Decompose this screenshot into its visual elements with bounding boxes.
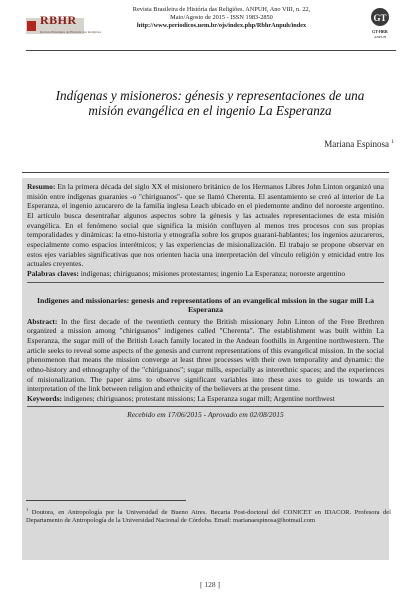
- abstract-en-text: In the first decade of the twentieth century the British missionary John Linton of the Free Brethren organized a mission among "chiriguanos" indigenes called "Cherenta". The establishment was built within La Esperanza, the sugar mill of the British Leach family located in the Andean foothills in Argentine northwestern. The article seeks to reveal some aspects of the genesis and current representations of this evangelical mission. In the social phenomenon that means the mission converge at least three processes with their own temporality and dynamic: the ethno-history and ethnography of the "chiriguanos"; sugar mills, especially as interethnic spaces; and the experiences of misionalization. The paper aims to observe significant variables into these axes to guide us towards an interpretation of the link between religion and ethnicity of the believers at the present time.: [27, 316, 384, 394]
- footnote-text: Doutora, en Antropología por la Universidad de Bueno Aires. Becaria Post-doctoral del CONICET en IDACOR. Profesora del Departamento de Antropología de la Universidad Nacional de Córdoba. Email: marianaespinosa@hotmail.com: [26, 509, 391, 525]
- abstract-box: [22, 178, 389, 560]
- gt-logo-sub1: GT-HRR: [372, 29, 388, 34]
- gt-logo-mark: GT: [373, 13, 387, 23]
- rbhr-logo-subtitle: Revista Brasileira de História das Religiões: [40, 30, 101, 34]
- abstract-es-label: Resumo:: [27, 182, 56, 191]
- abstract-es-text: En la primera década del siglo XX el misionero británico de los Hermanos Libres John Linton organizó una misión entre indígenas guaraníes -o "chiriguanos"- que se llamó Cherenta. El asentamiento se creó al interior de La Esperanza, el ingenio azucarero de la familia inglesa Leach ubicado en el piedemonte andino del noroeste argentino. El artículo busca desentrañar algunos aspectos sobre la génesis y las actuales representaciones de esta misión evangélica. En el fenómeno social que significa la misión confluyen al menos tres procesos con sus propias temporalidades y dinámicas: la etno-historia y etnografía sobre los grupos guaraní-hablantes; los ingenios azucareros, especialmente como espacios interétnicos; y las experiencias de misionalización. El trabajo se propone observar en estos ejes variables significativas que nos orienten hacia una interpretación del vínculo religión y etnicidad entre los actuales creyentes.: [27, 182, 384, 269]
- abstract-bottom-divider: [27, 406, 384, 407]
- rbhr-logo: [26, 10, 101, 38]
- gt-logo-sub2: ANPUH: [373, 35, 387, 39]
- keywords-en-text: indigenes; chiriguanos; protestant missions; La Esperanza sugar mill; Argentine northwest: [62, 393, 335, 403]
- abstract-top-rule: [22, 172, 389, 173]
- english-title: Indigenes and missionaries: genesis and representations of an evangelical mission in the sugar mill La Esperanza: [36, 295, 375, 315]
- journal-line-1: Revista Brasileira de História das Religiões. ANPUH, Ano VIII, n. 22,: [132, 6, 311, 13]
- author-footnote-mark: 1: [391, 139, 394, 145]
- rbhr-logo-text: RBHR: [40, 13, 77, 27]
- footnote-divider: [26, 500, 186, 501]
- footnote: [26, 506, 391, 526]
- article-title: Indígenas y misioneros: génesis y representaciones de una misión evangélica en el ingenio La Esperanza: [55, 88, 365, 118]
- keywords-en-label: Keywords:: [27, 393, 62, 403]
- journal-line-2: Maio/Agosto de 2015 - ISSN 1983-2850: [170, 14, 273, 21]
- author-name: Mariana Espinosa: [324, 139, 389, 149]
- keywords-en: [27, 394, 384, 404]
- keywords-es: [27, 269, 384, 279]
- gt-hrr-logo: [364, 6, 396, 46]
- keywords-es-text: indígenas; chiriguanos; misiones protestantes; ingenio La Esperanza; noroeste argentino: [78, 268, 346, 278]
- header-divider: [26, 50, 396, 51]
- keywords-es-label: Palabras claves:: [27, 268, 79, 278]
- abstract-divider: [27, 282, 384, 283]
- received-approved-dates: Recebido em 17/06/2015 - Aprovado em 02/08/2015: [127, 410, 284, 420]
- abstract-es: [27, 182, 384, 269]
- journal-info: [114, 6, 329, 30]
- footnote-mark: 1: [26, 507, 29, 512]
- page-header: [26, 6, 396, 46]
- page-number: [ 128 ]: [200, 580, 220, 589]
- journal-url[interactable]: http://www.periodicos.uem.br/ojs/index.php/RbhrAnpuh/index: [136, 22, 307, 29]
- abstract-en: [27, 317, 384, 394]
- abstract-en-label: Abstract:: [27, 316, 58, 326]
- article-author: [324, 139, 394, 149]
